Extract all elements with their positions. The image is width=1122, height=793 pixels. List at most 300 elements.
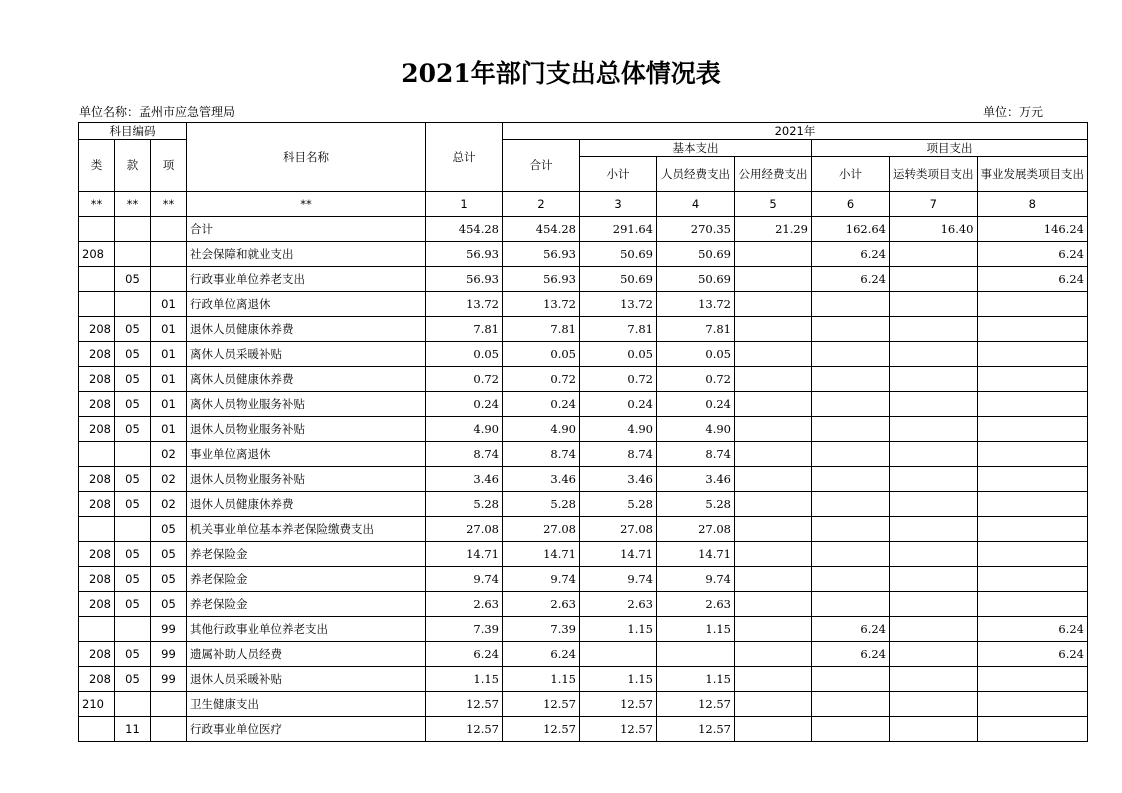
subject-name-cell: 行政事业单位养老支出 (187, 267, 426, 292)
amount-cell (977, 667, 1088, 692)
amount-cell (657, 642, 735, 667)
code-lei-cell (79, 442, 115, 467)
amount-cell (977, 342, 1088, 367)
code-lei-cell: 208 (79, 242, 115, 267)
amount-cell: 2.63 (657, 592, 735, 617)
code-xiang-cell: 01 (151, 317, 187, 342)
subject-name-cell: 退休人员采暖补贴 (187, 667, 426, 692)
header-basic-subtotal: 小计 (580, 157, 657, 192)
amount-cell (812, 467, 890, 492)
amount-cell (890, 567, 978, 592)
index-cell: 6 (812, 192, 890, 217)
table-row (79, 717, 1088, 742)
code-lei-cell (79, 217, 115, 242)
amount-cell (735, 292, 812, 317)
amount-cell (735, 492, 812, 517)
amount-cell (812, 442, 890, 467)
code-kuan-cell: 05 (115, 392, 151, 417)
index-cell: 8 (977, 192, 1088, 217)
amount-cell: 50.69 (580, 242, 657, 267)
table-row (79, 392, 1088, 417)
amount-cell (735, 717, 812, 742)
amount-cell: 50.69 (580, 267, 657, 292)
index-cell: ** (115, 192, 151, 217)
amount-cell: 0.72 (426, 367, 503, 392)
code-lei-cell: 208 (79, 592, 115, 617)
amount-cell (977, 717, 1088, 742)
amount-cell: 5.28 (580, 492, 657, 517)
amount-cell (735, 592, 812, 617)
amount-cell: 6.24 (426, 642, 503, 667)
table-body (79, 217, 1088, 742)
amount-cell: 27.08 (580, 517, 657, 542)
code-xiang-cell (151, 242, 187, 267)
amount-cell: 291.64 (580, 217, 657, 242)
index-cell: ** (151, 192, 187, 217)
amount-cell (735, 392, 812, 417)
table-row (79, 442, 1088, 467)
amount-cell: 27.08 (503, 517, 580, 542)
amount-cell (890, 692, 978, 717)
amount-cell (977, 292, 1088, 317)
amount-cell: 0.05 (657, 342, 735, 367)
code-xiang-cell: 02 (151, 467, 187, 492)
amount-cell: 7.81 (503, 317, 580, 342)
subject-name-cell: 离休人员健康休养费 (187, 367, 426, 392)
code-lei-cell: 208 (79, 667, 115, 692)
amount-cell: 56.93 (426, 242, 503, 267)
amount-cell (735, 367, 812, 392)
table-row (79, 467, 1088, 492)
header-xiang: 项 (151, 140, 187, 192)
amount-cell (812, 542, 890, 567)
code-kuan-cell (115, 242, 151, 267)
index-cell: ** (79, 192, 115, 217)
code-xiang-cell: 02 (151, 492, 187, 517)
amount-cell: 2.63 (503, 592, 580, 617)
amount-cell: 4.90 (657, 417, 735, 442)
amount-cell (890, 442, 978, 467)
code-xiang-cell (151, 267, 187, 292)
code-lei-cell (79, 517, 115, 542)
subject-name-cell: 行政单位离退休 (187, 292, 426, 317)
amount-cell: 12.57 (503, 717, 580, 742)
code-kuan-cell (115, 692, 151, 717)
amount-cell: 4.90 (580, 417, 657, 442)
table-row (79, 517, 1088, 542)
code-kuan-cell: 05 (115, 317, 151, 342)
subject-name-cell: 离休人员采暖补贴 (187, 342, 426, 367)
amount-cell: 1.15 (580, 617, 657, 642)
header-total: 总计 (426, 123, 503, 192)
amount-cell (977, 517, 1088, 542)
table-row (79, 542, 1088, 567)
amount-cell (977, 417, 1088, 442)
amount-cell: 2.63 (426, 592, 503, 617)
code-lei-cell (79, 717, 115, 742)
code-xiang-cell: 05 (151, 567, 187, 592)
index-cell: 3 (580, 192, 657, 217)
code-xiang-cell: 99 (151, 642, 187, 667)
amount-cell: 3.46 (426, 467, 503, 492)
amount-cell: 0.24 (426, 392, 503, 417)
subject-name-cell: 机关事业单位基本养老保险缴费支出 (187, 517, 426, 542)
amount-cell (890, 542, 978, 567)
header-subject-name: 科目名称 (187, 123, 426, 192)
amount-cell (812, 392, 890, 417)
amount-cell: 9.74 (657, 567, 735, 592)
amount-cell (890, 617, 978, 642)
amount-cell: 146.24 (977, 217, 1088, 242)
amount-cell (890, 392, 978, 417)
amount-cell: 6.24 (977, 642, 1088, 667)
code-kuan-cell (115, 217, 151, 242)
amount-cell (977, 317, 1088, 342)
amount-cell: 4.90 (503, 417, 580, 442)
amount-cell (890, 642, 978, 667)
amount-cell (977, 467, 1088, 492)
header-heji: 合计 (503, 140, 580, 192)
expenditure-table (78, 122, 1088, 742)
table-row (79, 342, 1088, 367)
amount-cell: 5.28 (503, 492, 580, 517)
amount-cell (890, 417, 978, 442)
amount-cell (812, 292, 890, 317)
code-kuan-cell: 05 (115, 417, 151, 442)
amount-cell (890, 667, 978, 692)
table-row (79, 242, 1088, 267)
amount-cell (890, 592, 978, 617)
code-xiang-cell: 01 (151, 342, 187, 367)
code-xiang-cell: 05 (151, 542, 187, 567)
amount-cell: 12.57 (426, 717, 503, 742)
code-lei-cell: 208 (79, 367, 115, 392)
amount-cell: 7.81 (426, 317, 503, 342)
amount-cell: 7.39 (426, 617, 503, 642)
table-row (79, 292, 1088, 317)
code-lei-cell: 208 (79, 467, 115, 492)
code-xiang-cell: 01 (151, 367, 187, 392)
code-kuan-cell: 05 (115, 267, 151, 292)
table-row (79, 567, 1088, 592)
header-development: 事业发展类项目支出 (977, 157, 1088, 192)
amount-cell: 5.28 (426, 492, 503, 517)
amount-cell: 14.71 (426, 542, 503, 567)
amount-cell: 4.90 (426, 417, 503, 442)
amount-cell: 12.57 (580, 717, 657, 742)
amount-cell: 270.35 (657, 217, 735, 242)
code-xiang-cell: 05 (151, 517, 187, 542)
header-personnel: 人员经费支出 (657, 157, 735, 192)
subject-name-cell: 事业单位离退休 (187, 442, 426, 467)
amount-cell: 8.74 (657, 442, 735, 467)
subject-name-cell: 退休人员健康休养费 (187, 317, 426, 342)
table-row (79, 592, 1088, 617)
index-cell: 4 (657, 192, 735, 217)
amount-cell (890, 492, 978, 517)
table-row (79, 667, 1088, 692)
code-kuan-cell: 05 (115, 567, 151, 592)
amount-cell (735, 442, 812, 467)
amount-cell: 5.28 (657, 492, 735, 517)
header-project-subtotal: 小计 (812, 157, 890, 192)
table-row (79, 617, 1088, 642)
amount-cell: 7.81 (657, 317, 735, 342)
amount-cell (977, 567, 1088, 592)
code-lei-cell: 208 (79, 342, 115, 367)
code-lei-cell: 208 (79, 392, 115, 417)
amount-cell: 13.72 (426, 292, 503, 317)
header-kuan: 款 (115, 140, 151, 192)
subject-name-cell: 退休人员物业服务补贴 (187, 417, 426, 442)
amount-cell: 56.93 (503, 267, 580, 292)
amount-cell: 14.71 (657, 542, 735, 567)
table-row (79, 317, 1088, 342)
amount-cell (735, 667, 812, 692)
code-lei-cell (79, 292, 115, 317)
amount-cell: 6.24 (977, 267, 1088, 292)
code-xiang-cell (151, 717, 187, 742)
amount-cell (977, 392, 1088, 417)
code-kuan-cell (115, 442, 151, 467)
subject-name-cell: 社会保障和就业支出 (187, 242, 426, 267)
amount-cell (735, 242, 812, 267)
amount-cell (735, 467, 812, 492)
subject-name-cell: 其他行政事业单位养老支出 (187, 617, 426, 642)
amount-cell: 14.71 (580, 542, 657, 567)
amount-cell: 21.29 (735, 217, 812, 242)
amount-cell (812, 692, 890, 717)
index-row (79, 192, 1088, 217)
table-row (79, 367, 1088, 392)
amount-cell: 6.24 (503, 642, 580, 667)
index-cell: 5 (735, 192, 812, 217)
code-kuan-cell: 05 (115, 367, 151, 392)
amount-cell (977, 592, 1088, 617)
code-kuan-cell: 11 (115, 717, 151, 742)
code-xiang-cell: 02 (151, 442, 187, 467)
amount-cell (890, 267, 978, 292)
amount-cell: 27.08 (426, 517, 503, 542)
table-row (79, 492, 1088, 517)
amount-cell (580, 642, 657, 667)
amount-cell (812, 592, 890, 617)
amount-cell: 6.24 (812, 617, 890, 642)
amount-cell: 1.15 (426, 667, 503, 692)
amount-cell: 3.46 (580, 467, 657, 492)
amount-cell: 6.24 (812, 242, 890, 267)
amount-cell: 2.63 (580, 592, 657, 617)
amount-cell (812, 317, 890, 342)
amount-cell: 56.93 (503, 242, 580, 267)
amount-cell: 12.57 (580, 692, 657, 717)
amount-cell: 0.72 (580, 367, 657, 392)
amount-cell (977, 367, 1088, 392)
amount-cell (735, 692, 812, 717)
amount-cell: 6.24 (977, 242, 1088, 267)
subject-name-cell: 离休人员物业服务补贴 (187, 392, 426, 417)
amount-cell: 454.28 (503, 217, 580, 242)
amount-cell (735, 617, 812, 642)
amount-cell (812, 492, 890, 517)
amount-cell: 12.57 (503, 692, 580, 717)
amount-cell: 6.24 (812, 642, 890, 667)
amount-cell (735, 417, 812, 442)
amount-cell (890, 467, 978, 492)
amount-cell: 27.08 (657, 517, 735, 542)
amount-cell: 8.74 (580, 442, 657, 467)
amount-cell (977, 492, 1088, 517)
code-kuan-cell: 05 (115, 492, 151, 517)
subject-name-cell: 行政事业单位医疗 (187, 717, 426, 742)
code-xiang-cell: 01 (151, 392, 187, 417)
amount-cell (890, 517, 978, 542)
amount-cell: 9.74 (426, 567, 503, 592)
code-lei-cell: 208 (79, 317, 115, 342)
header-subject-code: 科目编码 (79, 123, 187, 140)
header-project: 项目支出 (812, 140, 1088, 157)
amount-cell (812, 567, 890, 592)
amount-cell: 7.39 (503, 617, 580, 642)
amount-cell: 0.05 (580, 342, 657, 367)
code-xiang-cell: 01 (151, 292, 187, 317)
code-lei-cell: 208 (79, 542, 115, 567)
header-year: 2021年 (503, 123, 1088, 140)
code-kuan-cell: 05 (115, 642, 151, 667)
amount-cell: 0.72 (657, 367, 735, 392)
table-row (79, 642, 1088, 667)
header-row-1 (79, 123, 1088, 140)
amount-cell: 13.72 (657, 292, 735, 317)
code-xiang-cell (151, 217, 187, 242)
amount-cell: 454.28 (426, 217, 503, 242)
code-lei-cell: 208 (79, 492, 115, 517)
table-row (79, 267, 1088, 292)
header-lei: 类 (79, 140, 115, 192)
code-kuan-cell: 05 (115, 667, 151, 692)
amount-cell: 56.93 (426, 267, 503, 292)
amount-cell: 12.57 (657, 717, 735, 742)
amount-cell (890, 367, 978, 392)
amount-cell (735, 267, 812, 292)
amount-cell (812, 367, 890, 392)
amount-cell (977, 692, 1088, 717)
amount-cell: 3.46 (503, 467, 580, 492)
table-row (79, 417, 1088, 442)
amount-cell (977, 542, 1088, 567)
amount-cell: 50.69 (657, 267, 735, 292)
table-row (79, 217, 1088, 242)
amount-cell: 6.24 (977, 617, 1088, 642)
code-kuan-cell: 05 (115, 342, 151, 367)
amount-cell: 9.74 (503, 567, 580, 592)
code-lei-cell: 208 (79, 567, 115, 592)
amount-cell: 1.15 (657, 667, 735, 692)
amount-cell: 1.15 (657, 617, 735, 642)
code-lei-cell: 208 (79, 642, 115, 667)
amount-cell: 8.74 (426, 442, 503, 467)
page-title: 2021年部门支出总体情况表 (401, 59, 721, 88)
amount-cell (735, 342, 812, 367)
unit-name-label: 单位名称：孟州市应急管理局 (79, 105, 236, 119)
amount-cell (890, 342, 978, 367)
amount-cell: 6.24 (812, 267, 890, 292)
amount-cell: 8.74 (503, 442, 580, 467)
amount-cell: 0.05 (426, 342, 503, 367)
subject-name-cell: 养老保险金 (187, 592, 426, 617)
amount-cell (735, 542, 812, 567)
code-kuan-cell: 05 (115, 592, 151, 617)
amount-cell: 0.24 (580, 392, 657, 417)
amount-cell: 1.15 (580, 667, 657, 692)
code-kuan-cell (115, 617, 151, 642)
currency-unit-label: 单位：万元 (982, 105, 1043, 119)
amount-cell (735, 567, 812, 592)
amount-cell (890, 292, 978, 317)
code-kuan-cell (115, 517, 151, 542)
code-xiang-cell: 01 (151, 417, 187, 442)
code-xiang-cell: 05 (151, 592, 187, 617)
amount-cell (812, 417, 890, 442)
amount-cell: 12.57 (426, 692, 503, 717)
code-xiang-cell: 99 (151, 617, 187, 642)
amount-cell (890, 317, 978, 342)
amount-cell (890, 242, 978, 267)
amount-cell: 3.46 (657, 467, 735, 492)
amount-cell: 7.81 (580, 317, 657, 342)
amount-cell: 16.40 (890, 217, 978, 242)
subject-name-cell: 养老保险金 (187, 542, 426, 567)
amount-cell: 12.57 (657, 692, 735, 717)
subject-name-cell: 退休人员物业服务补贴 (187, 467, 426, 492)
amount-cell: 9.74 (580, 567, 657, 592)
header-basic: 基本支出 (580, 140, 812, 157)
amount-cell (977, 442, 1088, 467)
amount-cell (735, 642, 812, 667)
amount-cell (890, 717, 978, 742)
index-cell: 7 (890, 192, 978, 217)
amount-cell: 0.24 (503, 392, 580, 417)
amount-cell: 13.72 (503, 292, 580, 317)
subject-name-cell: 养老保险金 (187, 567, 426, 592)
code-kuan-cell: 05 (115, 467, 151, 492)
amount-cell: 0.24 (657, 392, 735, 417)
amount-cell: 162.64 (812, 217, 890, 242)
index-cell: ** (187, 192, 426, 217)
code-lei-cell: 208 (79, 417, 115, 442)
amount-cell (735, 317, 812, 342)
index-cell: 2 (503, 192, 580, 217)
amount-cell: 1.15 (503, 667, 580, 692)
amount-cell (812, 667, 890, 692)
table-row (79, 692, 1088, 717)
code-kuan-cell: 05 (115, 542, 151, 567)
subject-name-cell: 卫生健康支出 (187, 692, 426, 717)
subject-name-cell: 退休人员健康休养费 (187, 492, 426, 517)
header-public: 公用经费支出 (735, 157, 812, 192)
amount-cell (812, 517, 890, 542)
code-xiang-cell: 99 (151, 667, 187, 692)
amount-cell: 0.72 (503, 367, 580, 392)
amount-cell (812, 717, 890, 742)
amount-cell (812, 342, 890, 367)
index-cell: 1 (426, 192, 503, 217)
amount-cell (735, 517, 812, 542)
amount-cell: 50.69 (657, 242, 735, 267)
amount-cell: 13.72 (580, 292, 657, 317)
subject-name-cell: 遗属补助人员经费 (187, 642, 426, 667)
code-lei-cell (79, 617, 115, 642)
